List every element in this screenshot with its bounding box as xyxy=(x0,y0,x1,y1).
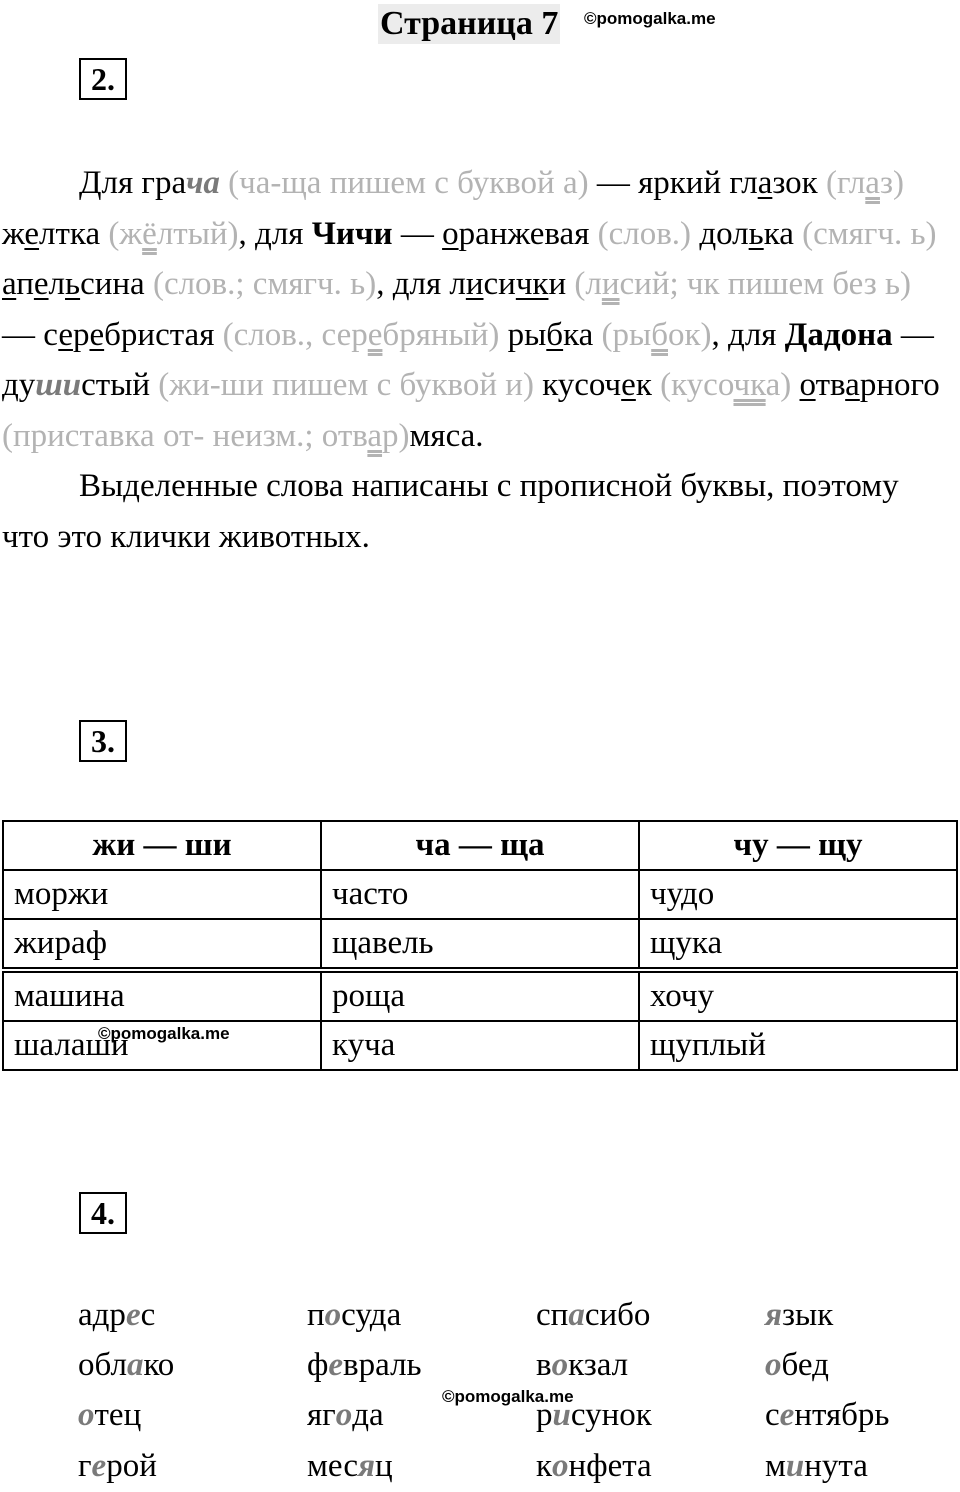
word: ягода xyxy=(307,1397,384,1433)
table-row xyxy=(3,870,957,919)
table-cell: чудо xyxy=(639,870,957,919)
watermark: ©pomogalka.me xyxy=(442,1387,574,1406)
table-cell: щавель xyxy=(321,919,639,970)
table-cell: часто xyxy=(321,870,639,919)
word: спасибо xyxy=(536,1297,651,1333)
table-header-row xyxy=(3,821,957,870)
word: герой xyxy=(78,1448,157,1484)
word: февраль xyxy=(307,1347,422,1383)
word: рисунок xyxy=(536,1397,652,1433)
table-row xyxy=(3,919,957,970)
word: язык xyxy=(765,1297,834,1333)
word: вокзал xyxy=(536,1347,629,1383)
watermark: ©pomogalka.me xyxy=(584,9,716,28)
task-3-number: 3. xyxy=(79,720,127,762)
word: конфета xyxy=(536,1448,652,1484)
word: отец xyxy=(78,1397,142,1433)
task-2-paragraph: Для грача (ча-ща пишем с буквой а) — яркий глазок (глаз) желтка (жёлтый), для Чичи — оранжевая (слов.) долька (смягч. ь) апельсина (слов.; смягч. ь), для лисички (лисий; чк пишем без ь) — серебристая (слов., серебряный) рыбка (рыбок), для Дадона — душистый (жи-ши пишем с буквой и) кусочек (кусочка) отварного (приставка от- неизм.; отвар)мяса. xyxy=(2,165,940,454)
word: посуда xyxy=(307,1297,402,1333)
table-cell: машина xyxy=(3,970,321,1021)
table-cell: хочу xyxy=(639,970,957,1021)
table-row xyxy=(3,970,957,1021)
word: месяц xyxy=(307,1448,393,1484)
watermark: ©pomogalka.me xyxy=(98,1024,230,1043)
table-cell: шалаши xyxy=(3,1021,321,1070)
task-4-words xyxy=(0,1290,960,1484)
table-cell: куча xyxy=(321,1021,639,1070)
table-header: чу — щу xyxy=(639,821,957,870)
word: минута xyxy=(765,1448,868,1484)
word: обед xyxy=(765,1347,829,1383)
table-cell: моржи xyxy=(3,870,321,919)
table-cell: щука xyxy=(639,919,957,970)
table-cell: жираф xyxy=(3,919,321,970)
task-2-text xyxy=(2,158,942,562)
task-2-conclusion: Выделенные слова написаны с прописной буквы, поэтому что это клички животных. xyxy=(2,468,899,555)
table-header: жи — ши xyxy=(3,821,321,870)
task-4-number: 4. xyxy=(79,1192,127,1234)
word: адрес xyxy=(78,1297,156,1333)
table-cell: роща xyxy=(321,970,639,1021)
word: облако xyxy=(78,1347,175,1383)
task-2-number: 2. xyxy=(79,58,127,100)
page-title: Страница 7 xyxy=(380,5,559,42)
table-cell: щуплый xyxy=(639,1021,957,1070)
table-header: ча — ща xyxy=(321,821,639,870)
word: сентябрь xyxy=(765,1397,890,1433)
